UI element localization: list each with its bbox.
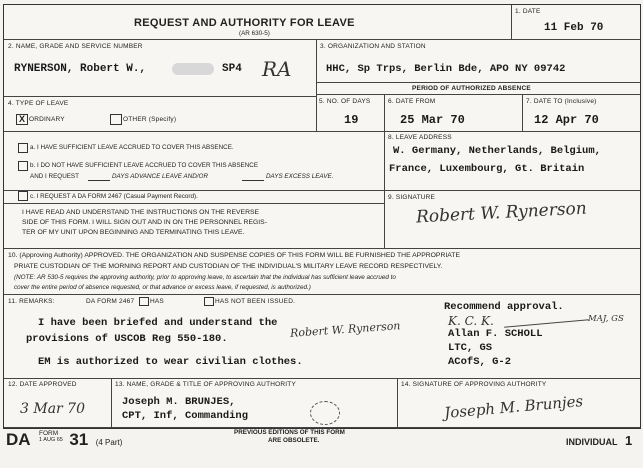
form-no: 31	[69, 430, 89, 449]
leave-form	[3, 4, 641, 429]
address-line-2: France, Luxembourg, Gt. Britain	[389, 163, 585, 175]
ordinary-check-mark: X	[18, 114, 25, 124]
excess-days-blank[interactable]	[242, 180, 264, 181]
has-not-checkbox[interactable]	[204, 297, 214, 306]
officer-name: Allan F. SCHOLL	[448, 328, 543, 340]
recommend-hand-note: MAJ, GS	[588, 314, 624, 324]
certify-line-3: TER OF MY UNIT UPON BEGINNING AND TERMINATING THIS LEAVE.	[22, 229, 245, 236]
date-to-label: 7. DATE TO (Inclusive)	[526, 98, 597, 105]
advance-days-blank[interactable]	[88, 180, 110, 181]
initial-flourish	[504, 319, 589, 327]
date-approved-value: 3 Mar 70	[20, 401, 85, 417]
date-approved-label: 12. DATE APPROVED	[8, 381, 77, 388]
approver-title: CPT, Inf, Commanding	[122, 410, 249, 422]
form-number	[6, 430, 122, 450]
name-label: 2. NAME, GRADE AND SERVICE NUMBER	[8, 43, 143, 50]
officer-title: ACofS, G-2	[448, 356, 512, 368]
excess-leave-text: DAYS EXCESS LEAVE.	[266, 173, 334, 180]
name-value: RYNERSON, Robert W.,	[14, 63, 147, 75]
days-label: 5. NO. OF DAYS	[319, 98, 371, 105]
officer-grade: LTC, GS	[448, 342, 493, 354]
grade-value: SP4	[222, 63, 242, 75]
form-2467-label: DA FORM 2467	[86, 298, 135, 305]
accrued-c-checkbox[interactable]	[18, 191, 28, 201]
remarks-text-1: I have been briefed and understand the	[38, 317, 278, 329]
form-title: REQUEST AND AUTHORITY FOR LEAVE	[134, 17, 355, 29]
signature-label: 9. SIGNATURE	[388, 194, 436, 201]
date-from-label: 6. DATE FROM	[388, 98, 436, 105]
address-line-1: W. Germany, Netherlands, Belgium,	[393, 145, 601, 157]
days-value: 19	[344, 113, 359, 127]
approval-line-2: PRIATE CUSTODIAN OF THE MORNING REPORT AND CUSTODIAN OF THE INDIVIDUAL'S MILITARY LEAVE RECORD RESPECTIVELY.	[14, 263, 443, 270]
grade-hand-mark: RA	[262, 57, 292, 81]
date-value: 11 Feb 70	[544, 22, 604, 34]
ordinary-label: ORDINARY	[29, 116, 65, 123]
remarks-text-3: EM is authorized to wear civilian clothes.	[38, 356, 303, 368]
address-label: 8. LEAVE ADDRESS	[388, 134, 452, 141]
approval-line-3: (NOTE: AR 530-5 requires the approving authority, prior to approving leave, to ascertain that the individual has sufficient leave accrued to	[14, 274, 396, 281]
previous-editions-1: PREVIOUS EDITIONS OF THIS FORM	[234, 429, 345, 436]
date-label: 1. DATE	[515, 8, 541, 15]
individual-label: INDIVIDUAL	[566, 437, 618, 447]
certify-line-2: SIDE OF THIS FORM. I WILL SIGN OUT AND IN ON THE PERSONNEL REGIS-	[22, 219, 267, 226]
approver-signature: Joseph M. Brunjes	[443, 391, 584, 423]
remarks-text-2: provisions of USCOB Reg 550-180.	[26, 333, 228, 345]
org-value: HHC, Sp Trps, Berlin Bde, APO NY 09742	[326, 63, 566, 75]
redaction-smudge	[172, 63, 214, 75]
previous-editions-2: ARE OBSOLETE.	[268, 437, 320, 444]
approver-label: 13. NAME, GRADE & TITLE OF APPROVING AUTHORITY	[115, 381, 297, 388]
accrued-a-text: a. I HAVE SUFFICIENT LEAVE ACCRUED TO COVER THIS ABSENCE.	[30, 144, 234, 151]
copy-number: 1	[624, 433, 633, 448]
has-label: HAS	[150, 298, 164, 305]
accrued-b-text: b. I DO NOT HAVE SUFFICIENT LEAVE ACCRUED TO COVER THIS ABSENCE	[30, 162, 259, 169]
recommend-text: Recommend approval.	[444, 301, 564, 313]
approval-block	[4, 249, 640, 294]
approver-signature-label: 14. SIGNATURE OF APPROVING AUTHORITY	[401, 381, 547, 388]
has-not-label: HAS NOT BEEN ISSUED.	[215, 298, 296, 305]
date-from-value: 25 Mar 70	[400, 113, 465, 127]
period-heading: PERIOD OF AUTHORIZED ABSENCE	[412, 85, 531, 92]
remarks-label: 11. REMARKS:	[8, 298, 55, 305]
recommend-initials: K. C. K.	[448, 314, 494, 328]
form-word: FORM	[39, 430, 59, 437]
accrued-b-checkbox[interactable]	[18, 161, 28, 171]
form-prefix: DA	[6, 430, 31, 449]
remarks-signature: Robert W. Rynerson	[289, 319, 401, 340]
approver-name: Joseph M. BRUNJES,	[122, 396, 236, 408]
accrued-a-checkbox[interactable]	[18, 143, 28, 153]
ordinary-checkbox[interactable]	[16, 114, 28, 125]
accrued-b-request: AND I REQUEST	[30, 173, 79, 180]
approval-line-1: 10. (Approving Authority) APPROVED. THE ORGANIZATION AND SUSPENSE COPIES OF THIS FORM WILL BE FURNISHED THE APPROPRIATE	[8, 252, 460, 259]
copy-designation	[566, 432, 632, 450]
has-checkbox[interactable]	[139, 297, 149, 306]
org-label: 3. ORGANIZATION AND STATION	[320, 43, 426, 50]
accrued-c-text: c. I REQUEST A DA FORM 2467 (Casual Payment Record).	[30, 193, 198, 200]
leave-type-label: 4. TYPE OF LEAVE	[8, 100, 69, 107]
address-block	[387, 143, 640, 183]
approver-stamp-smudge	[310, 401, 340, 425]
form-date: 1 AUG 65	[39, 437, 63, 443]
other-checkbox[interactable]	[110, 114, 122, 125]
other-label: OTHER (Specify)	[123, 116, 177, 123]
advance-leave-text: DAYS ADVANCE LEAVE AND/OR	[112, 173, 208, 180]
requester-signature: Robert W. Rynerson	[415, 198, 588, 228]
regulation-ref: (AR 630-5)	[239, 30, 270, 37]
approval-line-4: cover the entire period of absence requested, or that advance or excess leave, if requested, is authorized.)	[14, 284, 311, 291]
date-to-value: 12 Apr 70	[534, 113, 599, 127]
certify-line-1: I HAVE READ AND UNDERSTAND THE INSTRUCTIONS ON THE REVERSE	[22, 209, 260, 216]
form-parts: (4 Part)	[95, 438, 123, 447]
